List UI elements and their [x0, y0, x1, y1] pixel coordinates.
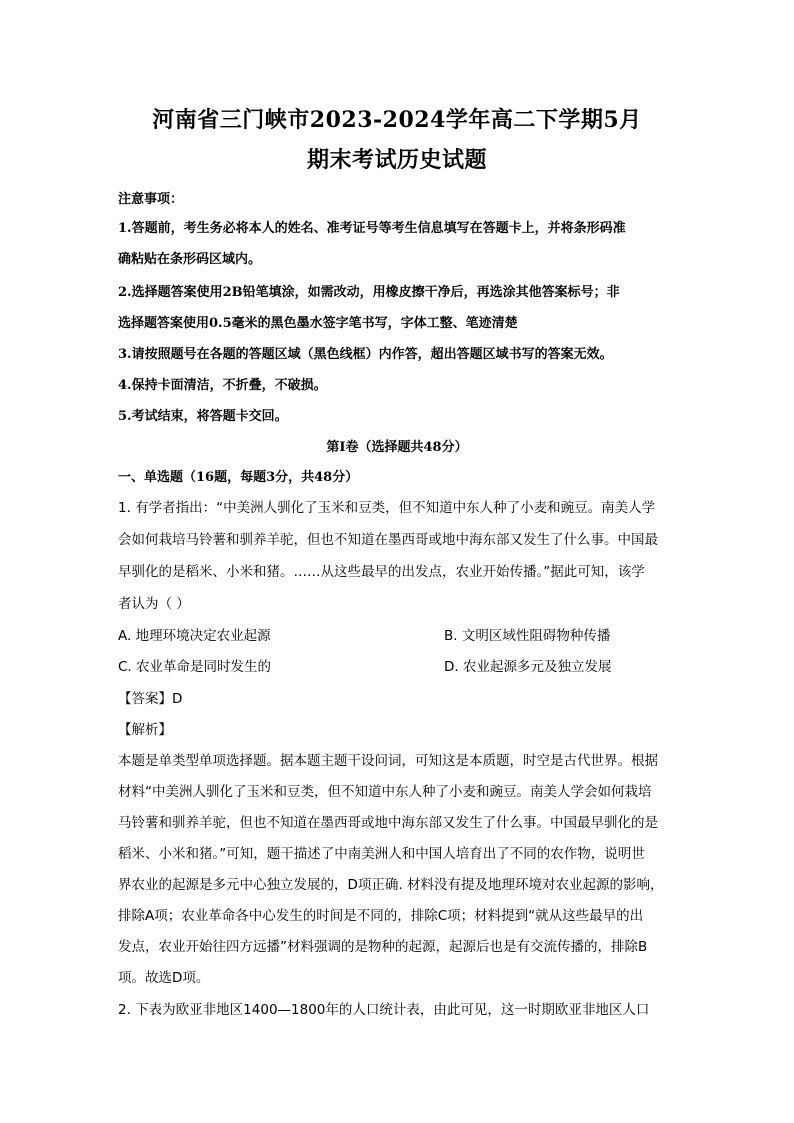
analysis-line: 本题是单类型单项选择题。据本题主题干设问词，可知这是本质题，时空是古代世界。根据	[118, 753, 658, 769]
option-c: C. 农业革命是同时发生的	[118, 659, 272, 675]
notice-item: 4.保持卡面清洁，不折叠，不破损。	[118, 378, 327, 393]
analysis-line: 材料“中美洲人驯化了玉米和豆类，但不知道中东人种了小麦和豌豆。南美人学会如何栽培	[118, 784, 652, 800]
part-title: 一、单选题（16题，每题3分，共48分）	[118, 470, 359, 485]
notice-item: 2.选择题答案使用2B铅笔填涂，如需改动，用橡皮擦干净后，再选涂其他答案标号；非	[118, 285, 620, 300]
question-1-stem: 1. 有学者指出：“中美洲人驯化了玉米和豆类，但不知道中东人种了小麦和豌豆。南美人学	[118, 500, 656, 516]
analysis-line: 排除A项；农业革命各中心发生的时间是不同的，排除C项；材料提到“就从这些最早的出	[118, 908, 644, 924]
question-1-stem: 会如何栽培马铃薯和驯养羊驼，但也不知道在墨西哥或地中海东部又发生了什么事。中国最	[118, 532, 658, 548]
analysis-line: 项。故选D项。	[118, 970, 210, 986]
question-2-stem: 2. 下表为欧亚非地区1400—1800年的人口统计表，由此可见，这一时期欧亚非地区人口	[118, 1002, 650, 1018]
analysis-line: 稻米、小米和猪。”可知，题干描述了中南美洲人和中国人培育出了不同的农作物，说明世	[118, 846, 645, 862]
exam-title-line1: 河南省三门峡市2023-2024学年高二下学期5月	[152, 107, 642, 133]
notice-heading: 注意事项：	[118, 192, 184, 207]
notice-item: 确粘贴在条形码区域内。	[118, 252, 262, 267]
question-1-stem: 者认为（ ）	[118, 596, 190, 612]
notice-item: 1.答题前，考生务必将本人的姓名、准考证号等考生信息填写在答题卡上，并将条形码准	[118, 221, 626, 236]
analysis-heading: 【解析】	[118, 722, 172, 738]
notice-item: 选择题答案使用0.5毫米的黑色墨水签字笔书写，字体工整、笔迹清楚	[118, 316, 518, 331]
option-a: A. 地理环境决定农业起源	[118, 628, 271, 644]
analysis-line: 发点，农业开始往四方远播”材料强调的是物种的起源，起源后也是有交流传播的，排除B	[118, 939, 648, 955]
answer-label: 【答案】D	[118, 691, 183, 707]
notice-item: 3.请按照题号在各题的答题区域（黑色线框）内作答，超出答题区域书写的答案无效。	[118, 347, 613, 362]
notice-item: 5.考试结束，将答题卡交回。	[118, 409, 288, 424]
analysis-line: 马铃薯和驯养羊驼，但也不知道在墨西哥或地中海东部又发生了什么事。中国最早驯化的是	[118, 815, 658, 831]
exam-title-line2: 期末考试历史试题	[306, 147, 487, 173]
option-b: B. 文明区域性阻碍物种传播	[444, 628, 611, 644]
question-1-stem: 早驯化的是稻米、小米和猪。……从这些最早的出发点，农业开始传播。”据此可知，该学	[118, 564, 645, 580]
option-d: D. 农业起源多元及独立发展	[444, 659, 612, 675]
analysis-line: 界农业的起源是多元中心独立发展的，D项正确. 材料没有提及地理环境对农业起源的影响，	[118, 877, 664, 893]
section-title: 第Ⅰ卷（选择题共48分）	[326, 440, 468, 455]
